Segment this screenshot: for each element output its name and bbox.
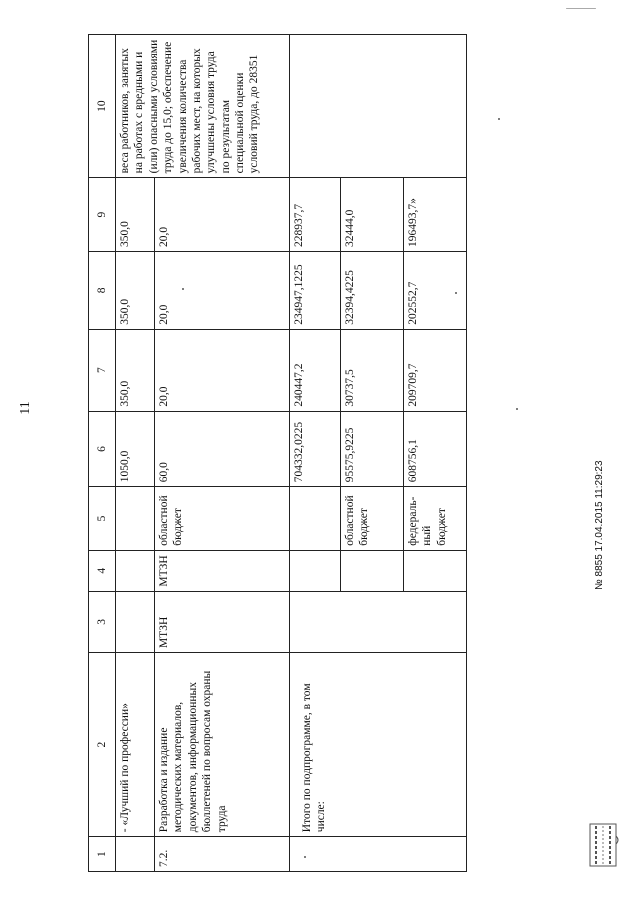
scan-speck bbox=[516, 408, 518, 410]
cell-year: 32394,4225 bbox=[341, 251, 404, 329]
header-cell: 5 bbox=[89, 487, 116, 550]
cell-total: 95575,9225 bbox=[341, 411, 404, 487]
cell-total: 60,0 bbox=[155, 411, 290, 487]
scan-speck bbox=[455, 292, 457, 294]
cell-item: Разработка и издание методических материалов, документов, информационных бюллетеней по вопросам охраны труда bbox=[155, 653, 290, 837]
cell-empty bbox=[116, 487, 155, 550]
cell-year: 20,0 bbox=[155, 329, 290, 411]
cell-empty bbox=[290, 550, 341, 591]
cell-empty bbox=[290, 591, 467, 652]
header-cell: 10 bbox=[89, 35, 116, 178]
scan-mark bbox=[566, 8, 596, 9]
cell-year: 30737,5 bbox=[341, 329, 404, 411]
cell-empty bbox=[290, 487, 341, 550]
header-cell: 6 bbox=[89, 411, 116, 487]
program-table-rotated bbox=[88, 34, 448, 872]
cell-number: 7.2. bbox=[155, 837, 290, 872]
cell-source: областной бюджет bbox=[155, 487, 290, 550]
cell-year: 240447,2 bbox=[290, 329, 341, 411]
cell-year: 350,0 bbox=[116, 178, 155, 252]
scan-speck bbox=[304, 856, 306, 858]
cell-total-label: Итого по подпрограмме, в том числе: bbox=[290, 653, 467, 837]
header-cell: 9 bbox=[89, 178, 116, 252]
cell-empty bbox=[290, 35, 467, 178]
header-cell: 7 bbox=[89, 329, 116, 411]
cell-executor: МТЗН bbox=[155, 591, 290, 652]
cell-year: 350,0 bbox=[116, 329, 155, 411]
header-cell: 3 bbox=[89, 591, 116, 652]
page-number: 11 bbox=[18, 401, 33, 415]
cell-year: 20,0 bbox=[155, 251, 290, 329]
cell-empty bbox=[341, 550, 404, 591]
cell-coexecutor: МТЗН bbox=[155, 550, 290, 591]
header-cell: 8 bbox=[89, 251, 116, 329]
header-row bbox=[89, 35, 116, 872]
table-row bbox=[116, 35, 155, 872]
program-table bbox=[88, 34, 467, 872]
cell-source: федераль-ный бюджет bbox=[404, 487, 467, 550]
cell-year: 196493,7» bbox=[404, 178, 467, 252]
cell-empty bbox=[404, 550, 467, 591]
cell-year: 228937,7 bbox=[290, 178, 341, 252]
cell-item: - «Лучший по профессии» bbox=[116, 653, 155, 837]
cell-year: 32444,0 bbox=[341, 178, 404, 252]
header-cell: 4 bbox=[89, 550, 116, 591]
cell-indicator: веса работников, занятых на работах с вредными и (или) опасными условиями труда до 15,0; обеспечение увеличения количества рабочих мест, на которых улучшены условия труда по результатам специальной оценки условий труда, до 28351 bbox=[116, 35, 290, 178]
cell-empty bbox=[116, 837, 155, 872]
cell-empty bbox=[116, 591, 155, 652]
cell-year: 202552,7 bbox=[404, 251, 467, 329]
cell-empty bbox=[116, 550, 155, 591]
scan-speck bbox=[498, 118, 500, 120]
cell-source: областной бюджет bbox=[341, 487, 404, 550]
registration-footer: № 8855 17.04.2015 11:29:23 bbox=[594, 460, 605, 590]
seal-stamp-icon bbox=[586, 818, 620, 872]
table-row bbox=[290, 35, 341, 872]
cell-year: 209709,7 bbox=[404, 329, 467, 411]
scan-speck bbox=[182, 288, 184, 290]
header-cell: 1 bbox=[89, 837, 116, 872]
header-cell: 2 bbox=[89, 653, 116, 837]
cell-empty bbox=[290, 837, 467, 872]
cell-total: 608756,1 bbox=[404, 411, 467, 487]
cell-year: 350,0 bbox=[116, 251, 155, 329]
cell-total: 1050,0 bbox=[116, 411, 155, 487]
cell-year: 20,0 bbox=[155, 178, 290, 252]
cell-year: 234947,1225 bbox=[290, 251, 341, 329]
cell-total: 704332,0225 bbox=[290, 411, 341, 487]
